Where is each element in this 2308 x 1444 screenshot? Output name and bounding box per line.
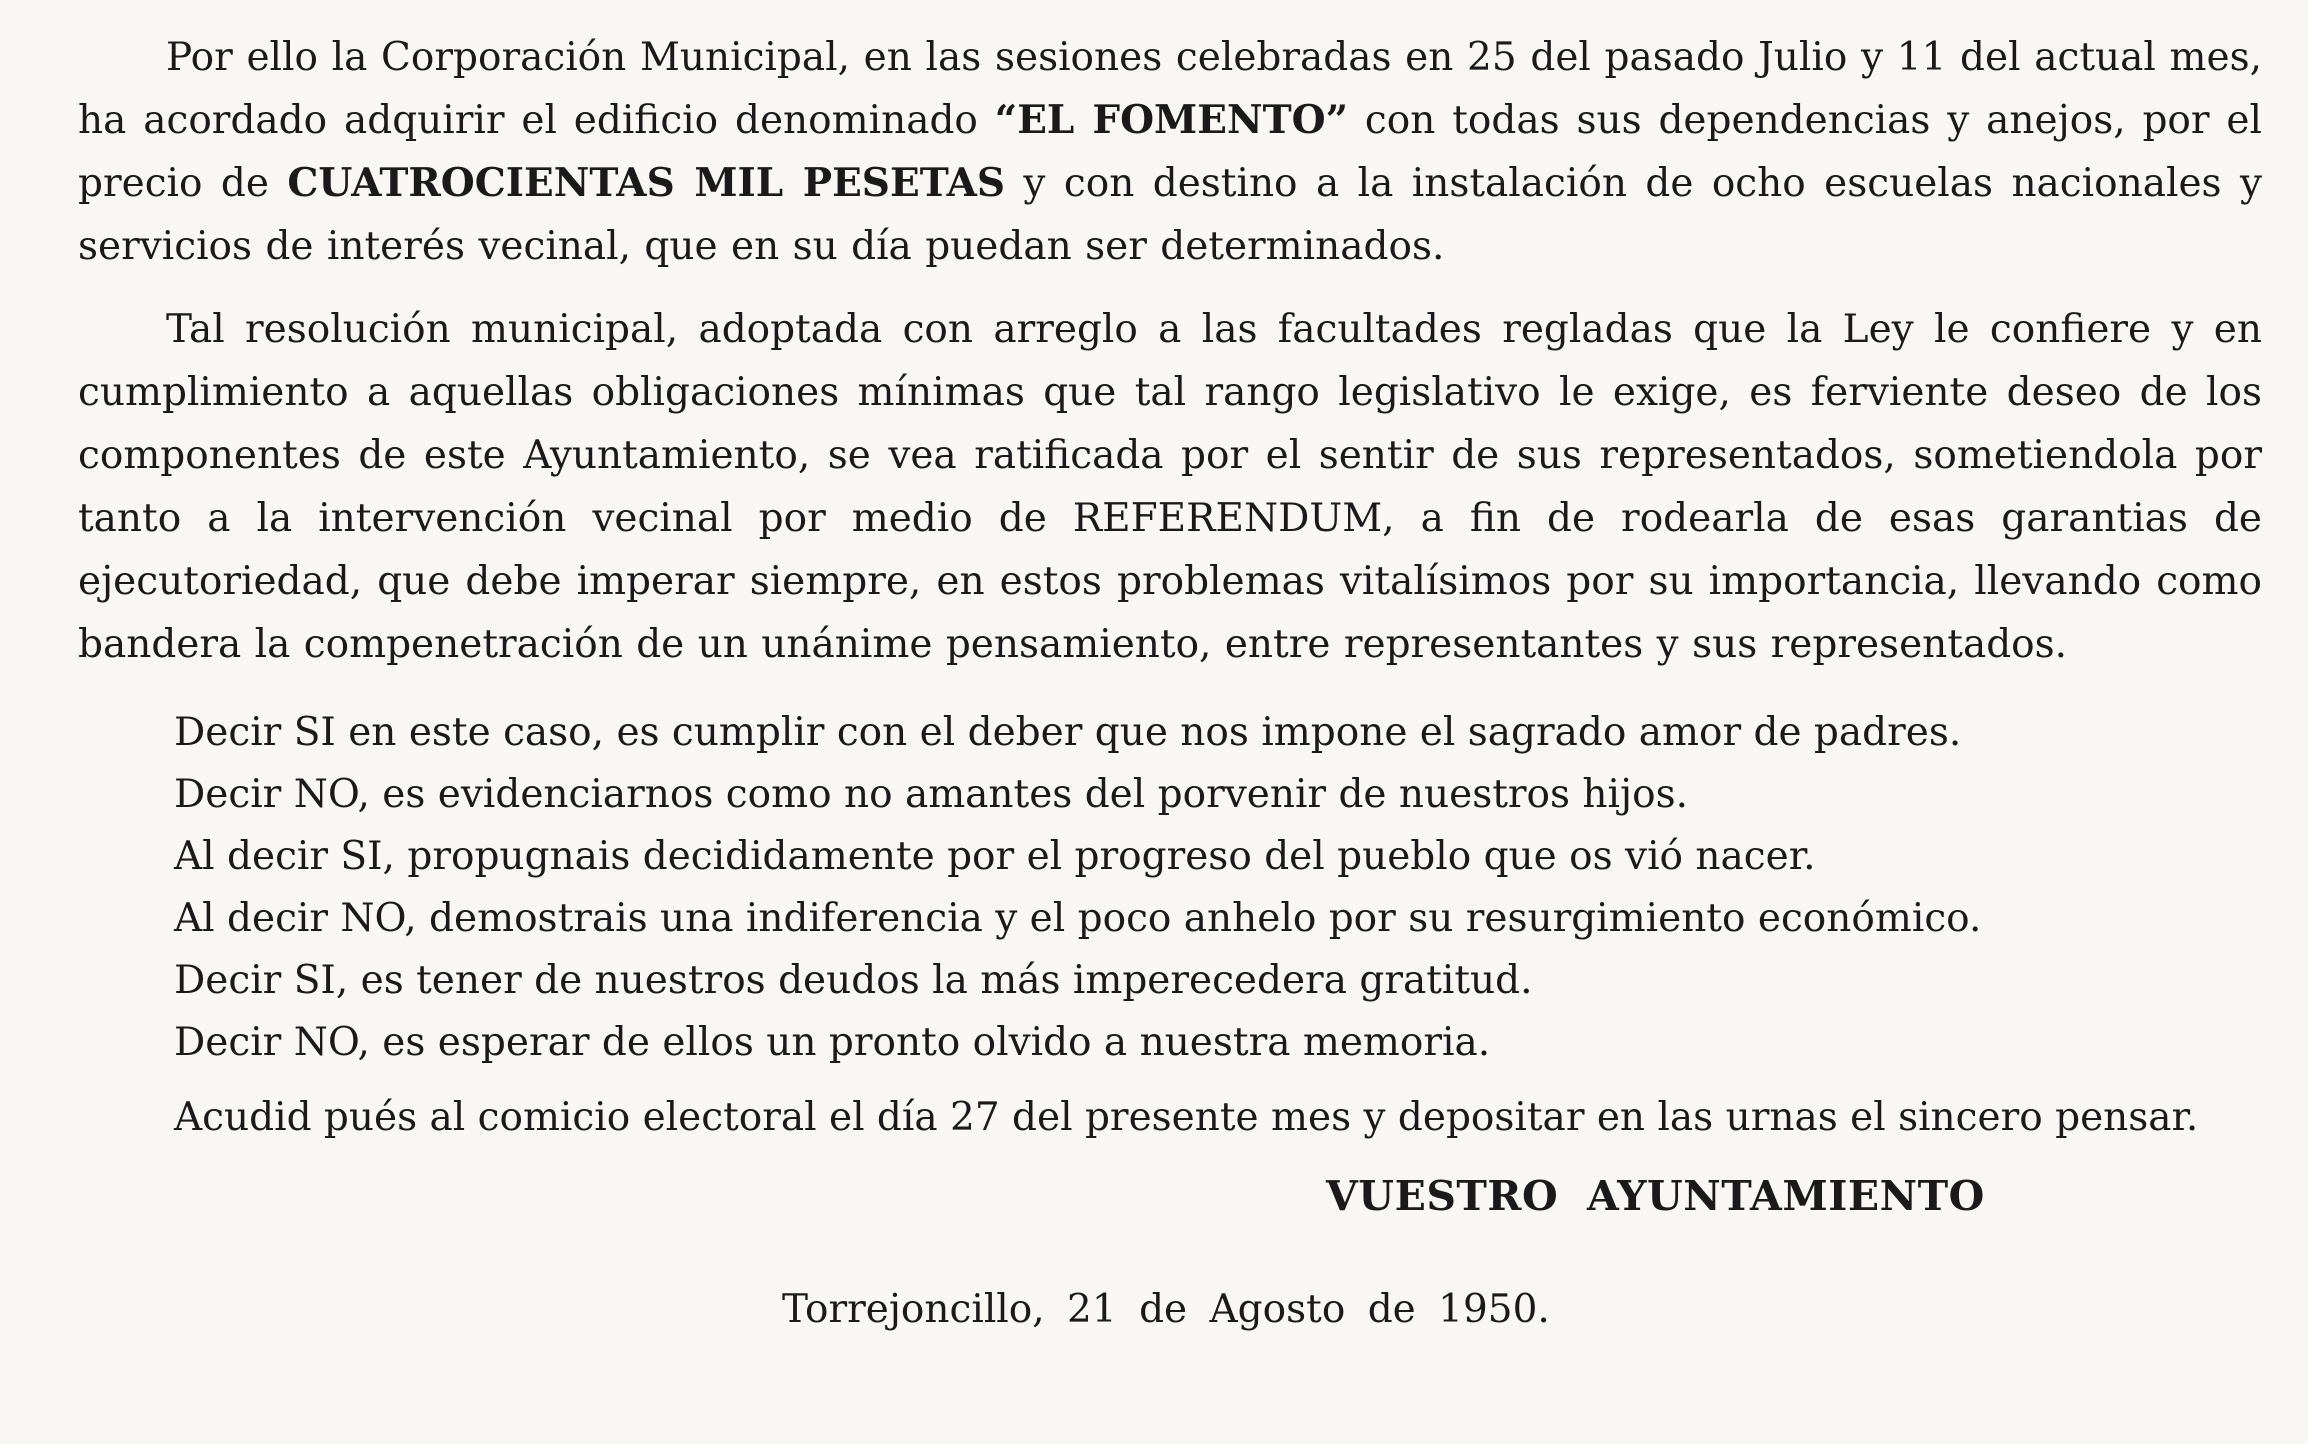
appeal-lines (174, 702, 1981, 1074)
purchase-price: CUATROCIENTAS MIL PESETAS (287, 160, 1006, 206)
building-name: “EL FOMENTO” (994, 97, 1349, 143)
appeal-line: Decir NO, es esperar de ellos un pronto olvido a nuestra memoria. (174, 1020, 1491, 1065)
place-date: Torrejoncillo, 21 de Agosto de 1950. (782, 1287, 1550, 1332)
appeal-line: Al decir NO, demostrais una indiferencia y el poco anhelo por su resurgimiento económico. (174, 896, 1982, 941)
appeal-line: Al decir SI, propugnais decididamente por el progreso del pueblo que os vió nacer. (174, 834, 1816, 879)
appeal-line: Decir SI, es tener de nuestros deudos la más imperecedera gratitud. (174, 958, 1533, 1003)
closing-call: Acudid pués al comicio electoral el día 27 del presente mes y depositar en las urnas el sincero pensar. (174, 1095, 2199, 1140)
paragraph-purchase (78, 26, 2262, 278)
paragraph-purchase-text-2: con todas sus dependencias y anejos, por el precio de (78, 98, 2262, 206)
signature: VUESTRO AYUNTAMIENTO (1326, 1172, 1985, 1220)
paragraph-purchase-text-1: Por ello la Corporación Municipal, en las sesiones celebradas en 25 del pasado Julio y 11 del actual mes, ha acordado adquirir el edificio denominado (78, 35, 2262, 143)
appeal-line: Decir SI en este caso, es cumplir con el deber que nos impone el sagrado amor de padres. (174, 710, 1962, 755)
paragraph-purchase-text-3: y con destino a la instalación de ocho escuelas nacionales y servicios de interés vecinal, que en su día puedan ser determinados. (78, 161, 2262, 269)
appeal-line: Decir NO, es evidenciarnos como no amantes del porvenir de nuestros hijos. (174, 772, 1689, 817)
paragraph-referendum: Tal resolución municipal, adoptada con arreglo a las facultades regladas que la Ley le confiere y en cumplimiento a aquellas obligaciones mínimas que tal rango legislativo le exige, es ferviente deseo de los componentes de este Ayuntamiento, se vea ratificada por el sentir de sus representados, sometiendola por tanto a la intervención vecinal por medio de REFERENDUM, a fin de rodearla de esas garantias de ejecutoriedad, que debe imperar siempre, en estos problemas vitalísimos por su importancia, llevando como bandera la compenetración de un unánime pensamiento, entre representantes y sus representados. (78, 307, 2262, 667)
